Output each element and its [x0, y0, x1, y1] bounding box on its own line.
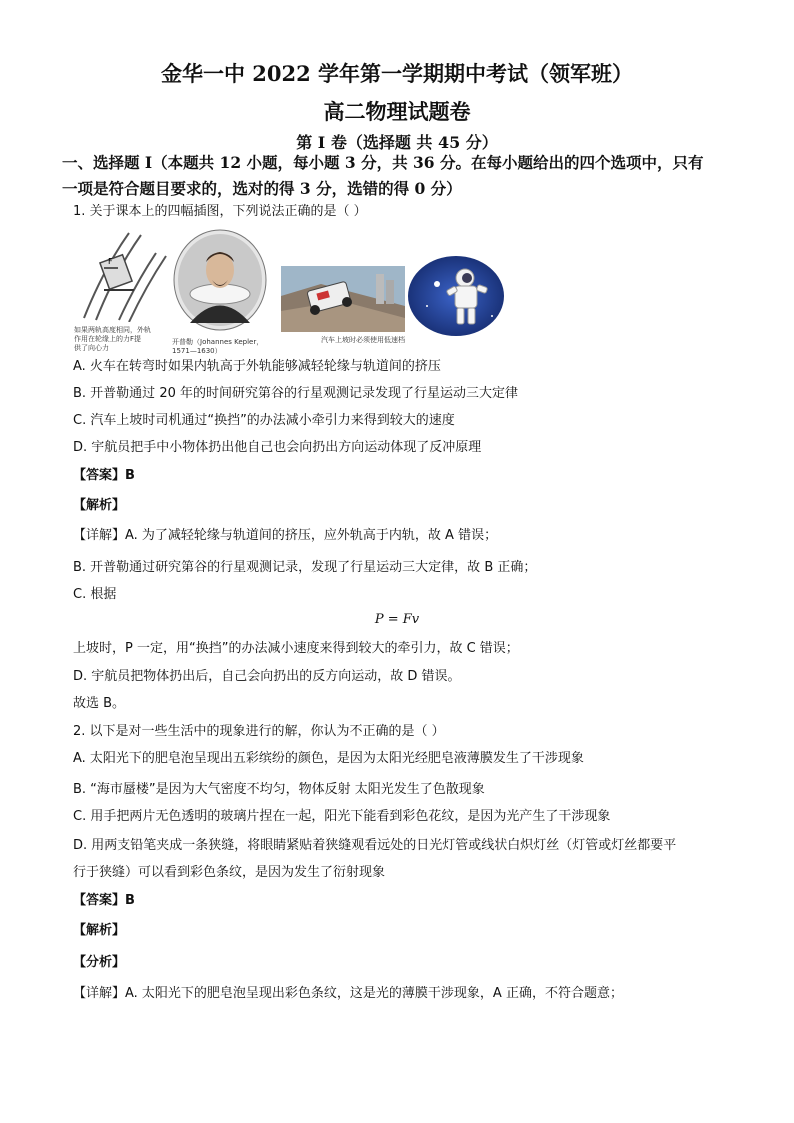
figure-train-wheel: [74, 228, 170, 352]
section-heading-line2: 一项是符合题目要求的，选对的得 3 分，选错的得 0 分）: [62, 179, 462, 198]
q2-option-c: C. 用手把两片无色透明的玻璃片捏在一起，阳光下能看到彩色花纹，是因为光产生了干涉现象: [73, 809, 611, 824]
q1-stem: 1. 关于课本上的四幅插图，下列说法正确的是（ ）: [73, 204, 367, 219]
q2-analysis-label: 【解析】: [73, 923, 126, 938]
svg-text:F: F: [108, 257, 113, 266]
figure-astronaut: [407, 256, 505, 336]
q1-conclusion: 故选 B。: [73, 696, 126, 711]
q1-option-b: B. 开普勒通过 20 年的时间研究第谷的行星观测记录发现了行星运动三大定律: [73, 386, 518, 401]
q1-detail-c2: 上坡时，P 一定，用“换挡”的办法减小速度来得到较大的牵引力，故 C 错误；: [73, 641, 519, 656]
q1-option-d: D. 宇航员把手中小物体扔出他自己也会向扔出方向运动体现了反冲原理: [73, 440, 482, 455]
car-uphill-photo: [281, 266, 405, 332]
section-heading-line1: 一、选择题 I（本题共 12 小题，每小题 3 分，共 36 分。在每小题给出的四个选项中，只有: [62, 153, 704, 172]
q1-detail-d: D. 宇航员把物体扔出后，自己会向扔出的反方向运动，故 D 错误。: [73, 669, 461, 684]
q2-detail-a: 【详解】A. 太阳光下的肥皂泡呈现出彩色条纹，这是光的薄膜干涉现象，A 正确，不符合题意；: [73, 986, 623, 1001]
q1-option-c: C. 汽车上坡时司机通过“换挡”的办法减小牵引力来得到较大的速度: [73, 413, 455, 428]
caption-kepler: 开普勒（Johannes Kepler，1571—1630）: [172, 338, 264, 355]
q2-option-b: B. “海市蜃楼”是因为大气密度不均匀，物体反射 太阳光发生了色散现象: [73, 782, 485, 797]
q1-detail-a: 【详解】A. 为了减轻轮缘与轨道间的挤压，应外轨高于内轨，故 A 错误；: [73, 528, 498, 543]
volume-heading: 第 I 卷（选择题 共 45 分）: [296, 133, 498, 152]
q1-analysis-label: 【解析】: [73, 498, 126, 513]
figure-car-uphill: [281, 266, 405, 346]
q1-detail-b: B. 开普勒通过研究第谷的行星观测记录，发现了行星运动三大定律，故 B 正确；: [73, 560, 537, 575]
q2-stem: 2. 以下是对一些生活中的现象进行的解，你认为不正确的是（ ）: [73, 724, 445, 739]
q2-analysis2-label: 【分析】: [73, 955, 126, 970]
caption-car: 汽车上坡时必须使用低速档: [321, 336, 405, 344]
astronaut-photo: [407, 256, 505, 336]
q2-option-d-line1: D. 用两支铅笔夹成一条狭缝，将眼睛紧贴着狭缝观看远处的日光灯管或线状白炽灯丝（灯管或灯丝都要平: [73, 838, 677, 853]
q2-option-a: A. 太阳光下的肥皂泡呈现出五彩缤纷的颜色，是因为太阳光经肥皂液薄膜发生了干涉现象: [73, 751, 584, 766]
q2-option-d-line2: 行于狭缝）可以看到彩色条纹，是因为发生了衍射现象: [73, 865, 386, 880]
q1-formula: P = Fv: [374, 612, 420, 627]
q1-option-a: A. 火车在转弯时如果内轨高于外轨能够减轻轮缘与轨道间的挤压: [73, 359, 441, 374]
kepler-portrait: [172, 228, 268, 332]
q1-detail-c: C. 根据: [73, 587, 117, 602]
q1-answer: 【答案】B: [73, 468, 135, 483]
caption-train-wheel: 如果两轨高度相同，外轨 作用在轮缘上的力F提 供了向心力: [74, 326, 151, 352]
exam-subtitle: 高二物理试题卷: [323, 99, 471, 124]
figure-kepler: [172, 228, 272, 355]
q2-answer: 【答案】B: [73, 893, 135, 908]
exam-title: 金华一中 2022 学年第一学期期中考试（领军班）: [160, 61, 634, 86]
train-wheel-diagram: [74, 228, 170, 322]
